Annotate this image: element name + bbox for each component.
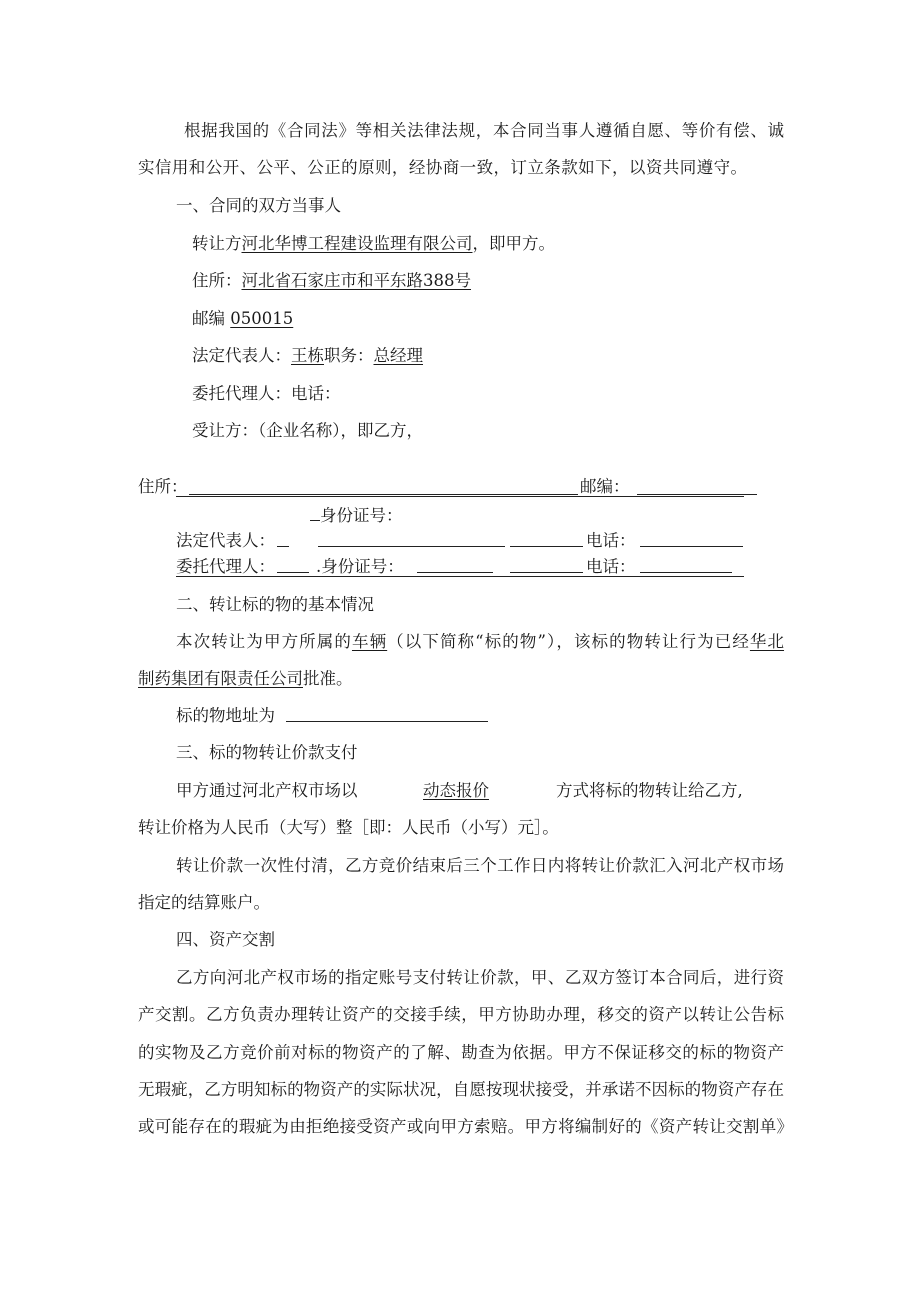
- transferor-suffix: ，即甲方。: [472, 234, 555, 253]
- address-label: 住所：: [192, 271, 242, 290]
- location-label: 标的物地址为: [176, 706, 275, 725]
- transferee-agent-id-label: .身份证号：: [316, 557, 404, 576]
- position-value: 总经理: [373, 346, 423, 365]
- agent-line: 委托代理人：电话：: [192, 384, 341, 403]
- s2-org-b: 制药集团有限责任公司: [138, 669, 303, 688]
- s3-l1-start: 甲方通过河北产权市场以: [176, 781, 358, 800]
- s4-line-5: 或可能存在的瑕疵为由拒绝接受资产或向甲方索赔。甲方将编制好的《资产转让交割单》: [138, 1117, 793, 1136]
- legal-rep-label: 法定代表人：: [192, 346, 291, 365]
- transferee-id-dash: [310, 504, 320, 521]
- legal-rep-blank-b: [318, 530, 505, 547]
- transferee-address-blank: [189, 478, 578, 495]
- s2-start: 本次转让为甲方所属的: [176, 632, 352, 651]
- legal-rep-line: [192, 345, 423, 367]
- section-2-heading: 二、转让标的物的基本情况: [176, 595, 374, 614]
- s3-para-2-line-2: 指定的结算账户。: [138, 893, 270, 912]
- legal-rep-blank-c: [510, 530, 583, 547]
- postcode-label: 邮编: [192, 309, 225, 328]
- s3-l1-end: 方式将标的物转让给乙方,: [556, 781, 743, 800]
- transferee-phone-label-2: 电话：: [586, 557, 636, 576]
- section-3-heading: 三、标的物转让价款支付: [176, 743, 358, 762]
- legal-rep-value: 王栋: [291, 346, 324, 365]
- address-value: 河北省石家庄市和平东路388号: [241, 271, 471, 290]
- legal-rep-blank-a: [277, 530, 289, 547]
- section-1-heading: 一、合同的双方当事人: [176, 196, 341, 215]
- form-divider-1: [176, 496, 744, 497]
- transferor-prefix: 转让方: [192, 234, 242, 253]
- transferee-legal-rep-label: 法定代表人：: [176, 531, 275, 550]
- agent-id-label-text: 身份证号：: [321, 557, 404, 576]
- transferee-phone-blank-2: [640, 556, 732, 573]
- transferee-postcode-blank: [637, 478, 757, 495]
- agent-id-blank-a: [417, 556, 493, 573]
- preamble-line-2: 实信用和公开、公平、公正的原则，经协商一致，订立条款如下，以资共同遵守。: [138, 158, 747, 177]
- s4-line-2: 产交割。乙方负责办理转让资产的交接手续，甲方协助办理，移交的资产以转让公告标: [138, 1005, 784, 1024]
- s2-end: 批准。: [303, 669, 353, 688]
- section-2-para-line-2: [138, 668, 353, 690]
- s3-para-2-line-1: 转让价款一次性付清，乙方竞价结束后三个工作日内将转让价款汇入河北产权市场: [176, 856, 784, 875]
- s3-method: 动态报价: [423, 781, 489, 800]
- s4-line-1: 乙方向河北产权市场的指定账号支付转让价款，甲、乙双方签订本合同后，进行资: [176, 968, 784, 987]
- location-blank: [286, 705, 488, 722]
- s2-mid: （以下简称“标的物”），该标的物转让行为已经: [387, 632, 750, 651]
- transferee-id-label: 身份证号：: [320, 506, 403, 525]
- section-4-heading: 四、资产交割: [176, 930, 275, 949]
- transferee-phone-blank: [640, 530, 743, 547]
- transferee-line: 受让方：（企业名称），即乙方，: [192, 421, 423, 440]
- s4-line-4: 无瑕疵，乙方明知标的物资产的实际状况，自愿按现状接受，并承诺不因标的物资产存在: [138, 1080, 784, 1099]
- s4-line-3: 的实物及乙方竞价前对标的物资产的了解、勘查为依据。甲方不保证移交的标的物资产: [138, 1043, 784, 1062]
- s2-item: 车辆: [351, 632, 388, 651]
- location-line: [176, 705, 275, 727]
- transferor-line: [192, 233, 555, 255]
- agent-id-blank-b: [510, 556, 583, 573]
- section-2-para-line-1: [176, 631, 784, 653]
- transferee-postcode-label: 邮编：: [580, 477, 630, 496]
- postcode-line: [192, 308, 293, 330]
- form-divider-2: [176, 576, 744, 577]
- transferee-id-line: [310, 504, 403, 527]
- preamble-line-1: 根据我国的《合同法》等相关法律法规，本合同当事人遵循自愿、等价有偿、诚: [184, 121, 784, 140]
- transferee-agent-label: 委托代理人：: [176, 557, 275, 576]
- position-label: 职务：: [324, 346, 374, 365]
- agent-blank-a: [277, 556, 309, 573]
- address-line: [192, 270, 471, 292]
- s3-price-line: 转让价格为人民币（大写）整［即：人民币（小写）元］。: [138, 818, 559, 837]
- s2-org-a: 华北: [749, 632, 785, 651]
- transferee-phone-label: 电话：: [586, 531, 636, 550]
- postcode-value: 050015: [230, 309, 294, 328]
- transferor-name: 河北华博工程建设监理有限公司: [241, 234, 473, 253]
- transferee-address-label: 住所：: [138, 477, 188, 496]
